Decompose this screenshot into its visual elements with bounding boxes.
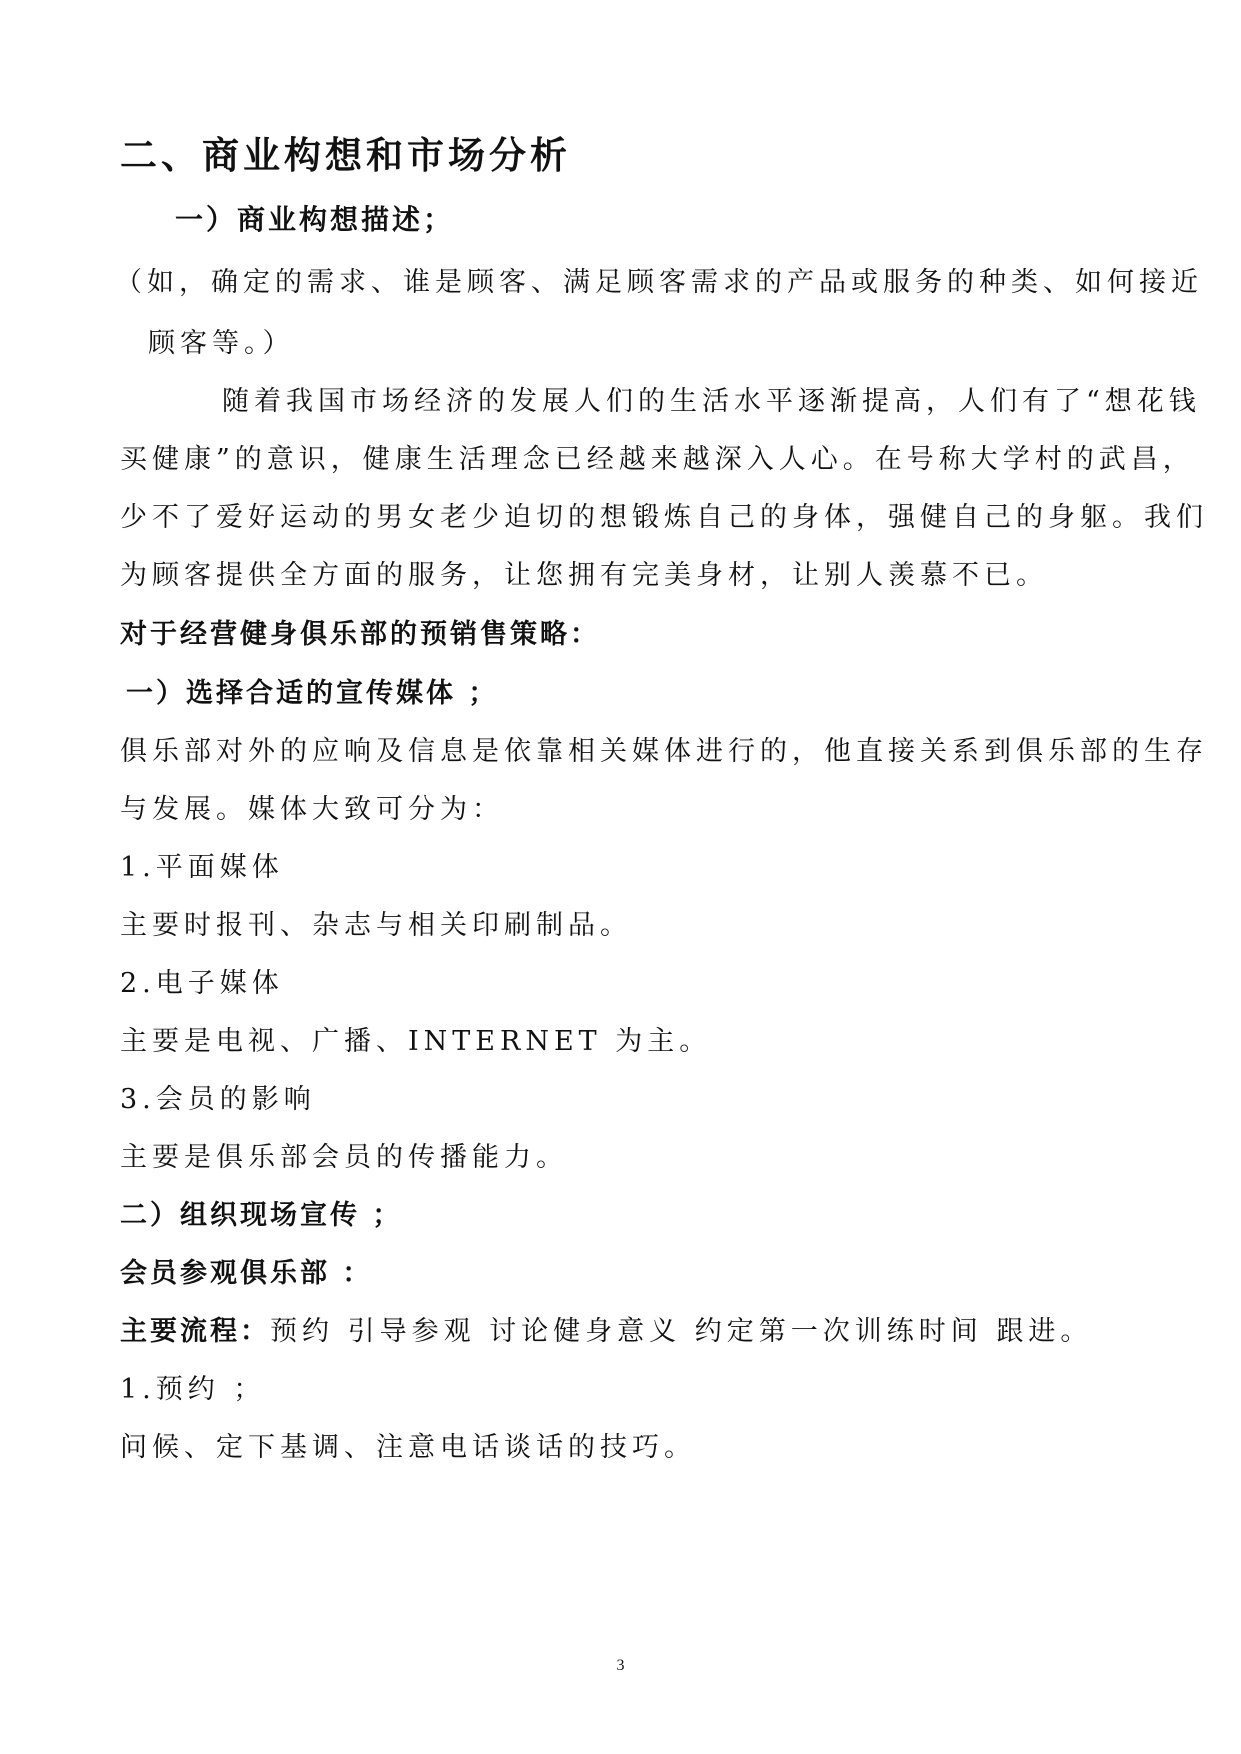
media-item-title: 1.平面媒体 (120, 852, 284, 883)
section-heading: 二、商业构想和市场分析 (120, 134, 571, 177)
section-1-title: 一）选择合适的宣传媒体 ； (126, 678, 499, 709)
media-intro-line: 俱乐部对外的应响及信息是依靠相关媒体进行的，他直接关系到俱乐部的生存 (120, 736, 1208, 767)
media-item-title: 3.会员的影响 (120, 1084, 316, 1115)
paragraph-line: 为顾客提供全方面的服务，让您拥有完美身材，让别人羡慕不已。 (120, 560, 1048, 591)
step-1-title: 1.预约 ； (120, 1374, 266, 1405)
media-intro-line: 与发展。媒体大致可分为： (120, 794, 504, 825)
note-line-1: （如，确定的需求、谁是顾客、满足顾客需求的产品或服务的种类、如何接近 (115, 267, 1203, 298)
media-item-title: 2.电子媒体 (120, 968, 284, 999)
strategy-title: 对于经营健身俱乐部的预销售策略： (120, 619, 600, 650)
subheading-business-concept: 一）商业构想描述； (175, 203, 455, 236)
paragraph-line: 买健康”的意识，健康生活理念已经越来越深入人心。在号称大学村的武昌， (120, 444, 1195, 475)
section-2-title: 二）组织现场宣传 ； (120, 1200, 403, 1231)
page-number: 3 (616, 1657, 625, 1674)
note-line-2: 顾客等。） (148, 328, 295, 359)
step-1-desc: 问候、定下基调、注意电话谈话的技巧。 (120, 1432, 696, 1463)
process-line (120, 1309, 1092, 1348)
process-label: 主要流程： (120, 1316, 270, 1347)
media-item-desc: 主要是俱乐部会员的传播能力。 (120, 1142, 568, 1173)
process-text: 预约 引导参观 讨论健身意义 约定第一次训练时间 跟进。 (270, 1316, 1093, 1347)
media-item-desc: 主要时报刊、杂志与相关印刷制品。 (120, 910, 632, 941)
paragraph-line: 随着我国市场经济的发展人们的生活水平逐渐提高，人们有了“想花钱 (222, 386, 1201, 417)
visit-title: 会员参观俱乐部 ： (120, 1258, 373, 1289)
media-item-desc: 主要是电视、广播、INTERNET 为主。 (120, 1026, 712, 1057)
paragraph-line: 少不了爱好运动的男女老少迫切的想锻炼自己的身体，强健自己的身躯。我们 (120, 502, 1208, 533)
